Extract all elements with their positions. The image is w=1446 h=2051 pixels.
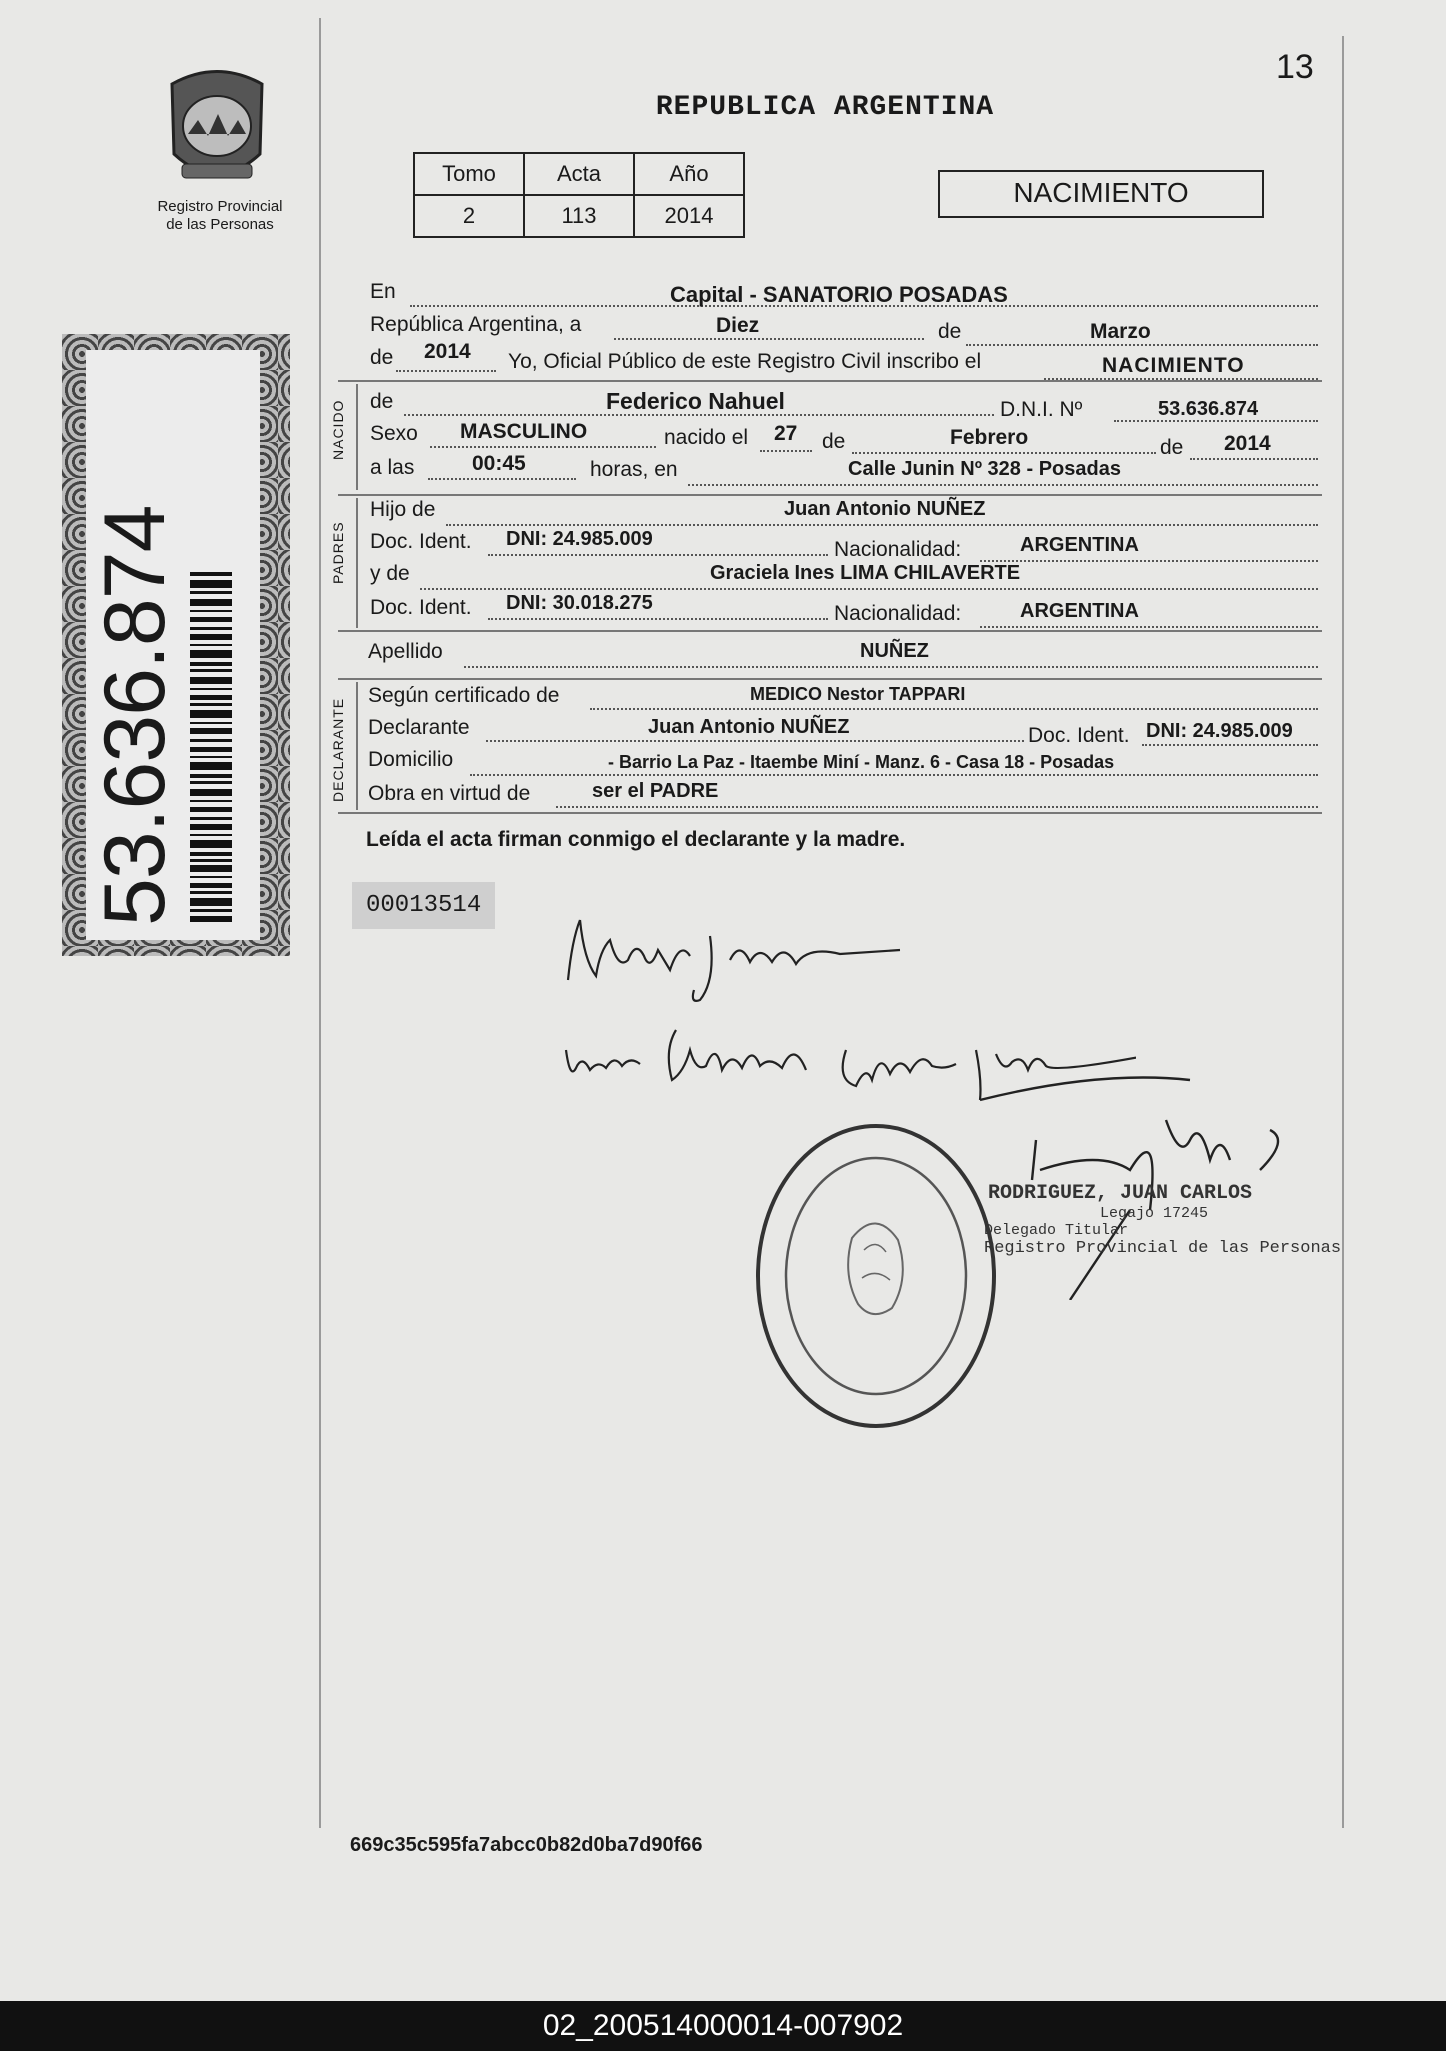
dotted-line (1190, 458, 1318, 460)
registry-header-tomo: Tomo (414, 153, 524, 195)
section-bracket (356, 384, 358, 490)
registry-table (413, 152, 745, 238)
left-margin-line (319, 18, 321, 1828)
declarante-label: Declarante (368, 716, 470, 739)
obra-label: Obra en virtud de (368, 782, 531, 805)
declarante-section-label: DECLARANTE (330, 697, 346, 802)
doc-ident-label: Doc. Ident. (1028, 724, 1130, 747)
section-divider (338, 678, 1322, 680)
child-name-value: Federico Nahuel (606, 388, 785, 414)
padres-section-label: PADRES (330, 521, 346, 584)
official-legajo: Legajo 17245 (1100, 1205, 1209, 1222)
logo-caption-line2: de las Personas (166, 216, 274, 233)
domicilio-value: - Barrio La Paz - Itaembe Miní - Manz. 6 - Casa 18 - Posadas (608, 752, 1115, 772)
officer-text: Yo, Oficial Público de este Registro Civil inscribo el (508, 350, 982, 373)
birth-time-value: 00:45 (472, 452, 526, 475)
apellido-value: NUÑEZ (860, 640, 929, 662)
province-crest-icon (152, 64, 282, 194)
dotted-line (760, 450, 812, 452)
section-bracket (356, 682, 358, 810)
cert-label: Según certificado de (368, 684, 560, 707)
official-round-stamp-icon (752, 1118, 1000, 1434)
birth-day-value: 27 (774, 422, 798, 445)
logo-caption-line1: Registro Provincial (157, 198, 283, 215)
doc-ident-label: Doc. Ident. (370, 596, 472, 619)
de-label: de (370, 346, 394, 369)
dotted-line (1142, 744, 1318, 746)
serial-stamp: 00013514 (352, 882, 495, 929)
section-divider (338, 630, 1322, 632)
official-org: Registro Provincial de las Personas (984, 1239, 1342, 1258)
nacido-de-label: de (370, 390, 394, 413)
father-value: Juan Antonio NUÑEZ (784, 498, 986, 520)
right-margin-line (1342, 36, 1344, 1828)
de-label: de (938, 320, 962, 343)
section-divider (338, 812, 1322, 814)
year-value: 2014 (424, 340, 471, 363)
registry-value-tomo: 2 (414, 195, 524, 237)
nacido-el-label: nacido el (664, 426, 749, 449)
nacido-section-label: NACIDO (330, 399, 346, 460)
birth-month-value: Febrero (950, 426, 1029, 449)
footer-id-bar: 02_200514000014-007902 (0, 2001, 1446, 2051)
dotted-line (966, 344, 1318, 346)
father-doc-value: DNI: 24.985.009 (506, 528, 653, 550)
official-role: Delegado Titular (984, 1222, 1129, 1239)
apellido-label: Apellido (368, 640, 443, 663)
en-label: En (370, 280, 396, 303)
nacionalidad-label: Nacionalidad: (834, 602, 962, 625)
dni-barcode-label (86, 350, 260, 940)
birth-year-value: 2014 (1224, 432, 1271, 455)
dotted-line (396, 370, 496, 372)
dotted-line (446, 524, 1318, 526)
cert-value: MEDICO Nestor TAPPARI (750, 684, 966, 704)
de-label: de (822, 430, 846, 453)
dotted-line (464, 666, 1318, 668)
act-type-value: NACIMIENTO (1102, 354, 1245, 377)
a-las-label: a las (370, 456, 415, 479)
dni-number-label: D.N.I. Nº (1000, 398, 1083, 421)
dotted-line (688, 484, 1318, 486)
birth-place-value: Calle Junin Nº 328 - Posadas (848, 458, 1121, 480)
dotted-line (428, 478, 576, 480)
dotted-line (420, 588, 1318, 590)
barcode-icon (190, 522, 232, 922)
sexo-value: MASCULINO (460, 420, 588, 443)
dotted-line (430, 446, 656, 448)
registry-header-ano: Año (634, 153, 744, 195)
hijo-de-label: Hijo de (370, 498, 436, 521)
mother-nationality-value: ARGENTINA (1020, 600, 1139, 622)
dni-number-vertical: 53.636.874 (87, 505, 183, 926)
republica-label: República Argentina, a (370, 313, 582, 336)
nacionalidad-label: Nacionalidad: (834, 538, 962, 561)
doc-ident-label: Doc. Ident. (370, 530, 472, 553)
registry-value-ano: 2014 (634, 195, 744, 237)
act-type-box: NACIMIENTO (938, 170, 1264, 218)
child-dni-value: 53.636.874 (1158, 398, 1259, 420)
domicilio-label: Domicilio (368, 748, 454, 771)
section-divider (338, 380, 1322, 382)
horas-label: horas, en (590, 458, 678, 481)
dotted-line (590, 708, 1318, 710)
father-nationality-value: ARGENTINA (1020, 534, 1139, 556)
dotted-line (556, 806, 1318, 808)
dotted-line (486, 740, 1024, 742)
logo-caption (130, 198, 310, 234)
dotted-line (488, 554, 828, 556)
document-hash: 669c35c595fa7abcc0b82d0ba7d90f66 (350, 1834, 703, 1856)
de-label: de (1160, 436, 1184, 459)
mother-value: Graciela Ines LIMA CHILAVERTE (710, 562, 1021, 584)
declarante-doc-value: DNI: 24.985.009 (1146, 720, 1293, 742)
dotted-line (980, 626, 1318, 628)
closing-statement: Leída el acta firman conmigo el declarante y la madre. (366, 828, 906, 851)
section-bracket (356, 498, 358, 628)
document-title: REPUBLICA ARGENTINA (655, 92, 995, 123)
dni-barcode-frame (62, 334, 290, 956)
dotted-line (614, 338, 924, 340)
dotted-line (488, 618, 828, 620)
obra-value: ser el PADRE (592, 780, 719, 802)
registry-header-acta: Acta (524, 153, 634, 195)
page-number: 13 (1276, 48, 1314, 86)
official-name-stamp (984, 1182, 1342, 1258)
dotted-line (980, 560, 1318, 562)
day-value: Diez (716, 314, 760, 337)
month-value: Marzo (1090, 320, 1151, 343)
place-value: Capital - SANATORIO POSADAS (670, 282, 1008, 307)
section-divider (338, 494, 1322, 496)
y-de-label: y de (370, 562, 410, 585)
signature-declarante-icon (540, 900, 920, 1020)
dotted-line (852, 452, 1156, 454)
official-name: RODRIGUEZ, JUAN CARLOS (988, 1182, 1253, 1205)
sexo-label: Sexo (370, 422, 418, 445)
dotted-line (470, 774, 1318, 776)
signature-oficial-icon (980, 1060, 1340, 1300)
registry-value-acta: 113 (524, 195, 634, 237)
declarante-value: Juan Antonio NUÑEZ (648, 716, 850, 738)
mother-doc-value: DNI: 30.018.275 (506, 592, 653, 614)
